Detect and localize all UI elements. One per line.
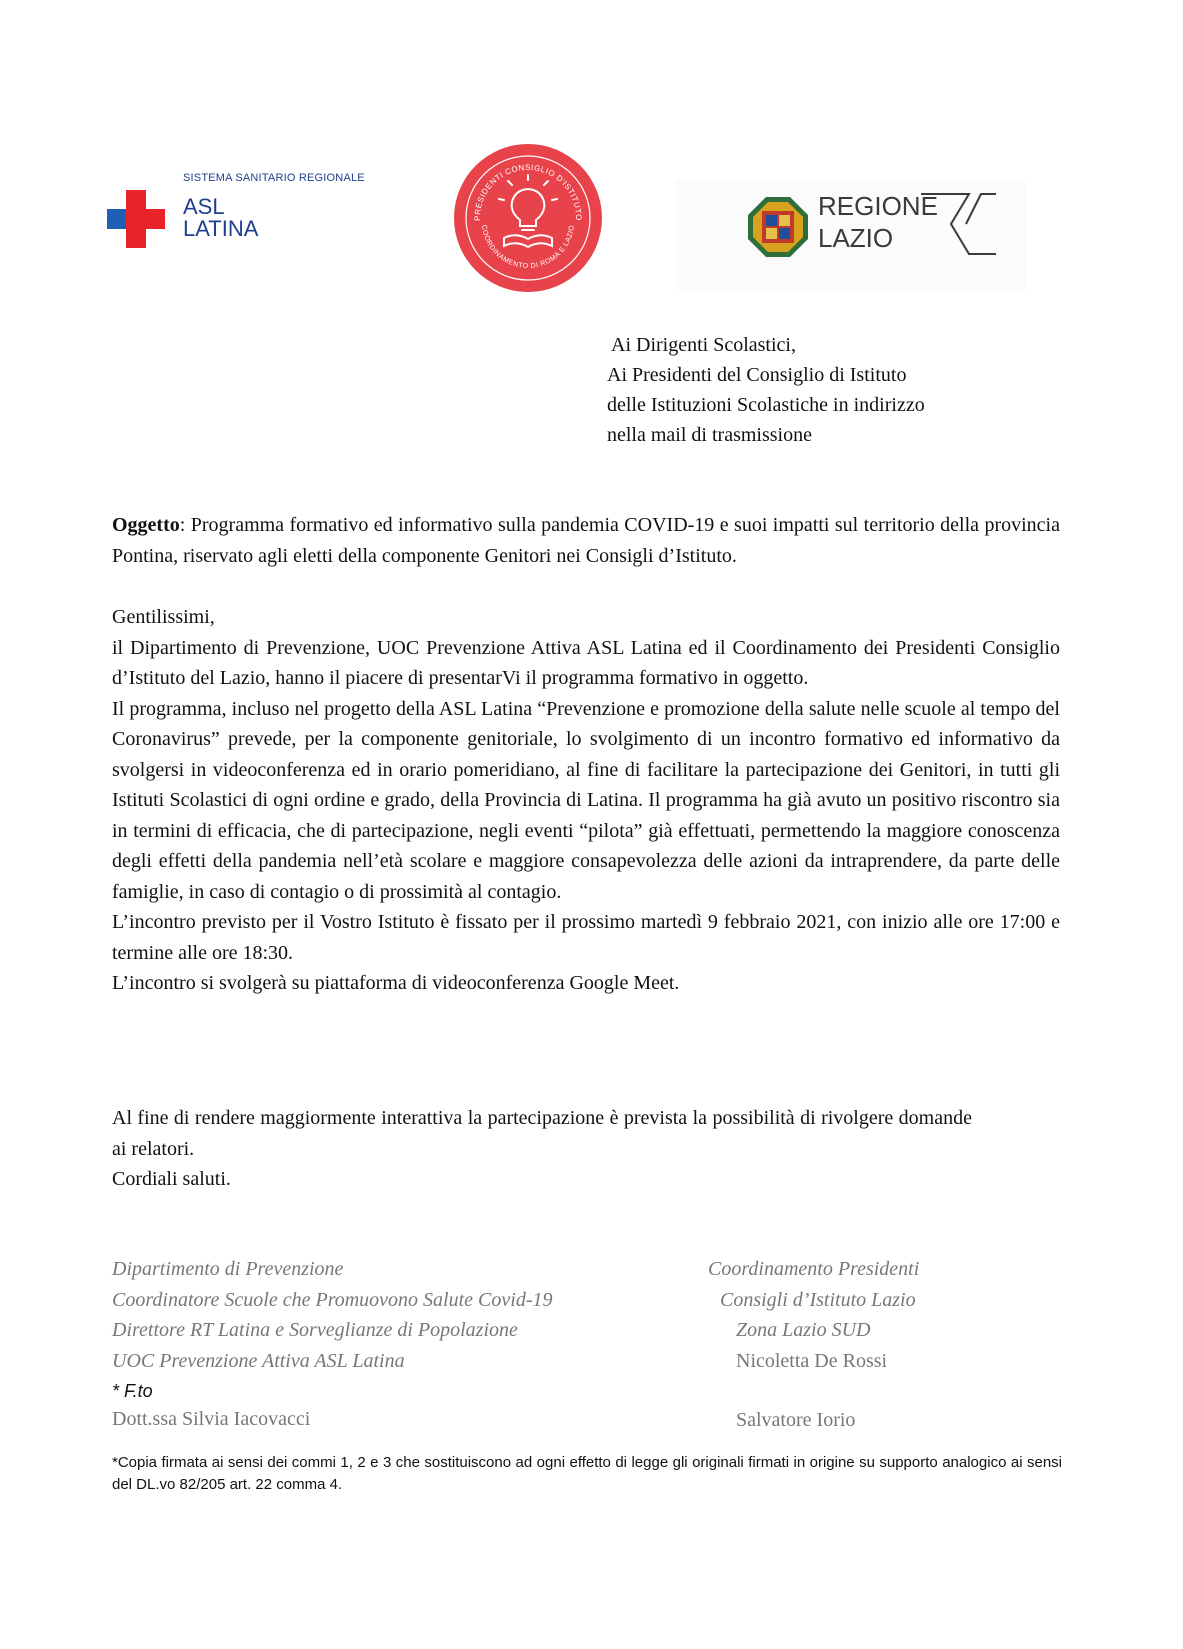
subject-paragraph <box>112 510 1060 571</box>
signature-right-name: Salvatore Iorio <box>736 1409 856 1431</box>
regione-lazio-logo <box>676 180 1026 290</box>
addressee-line: nella mail di trasmissione <box>607 424 812 446</box>
signature-left-line: Coordinatore Scuole che Promuovono Salute Covid-19 <box>112 1288 553 1311</box>
signature-left-name: Dott.ssa Silvia Iacovacci <box>112 1408 311 1430</box>
closing-block <box>112 1103 972 1195</box>
subject-text: : Programma formativo ed informativo sulla pandemia COVID-19 e suoi impatti sul territorio della provincia Pontina, riservato agli eletti della componente Genitori nei Consigli d’Istituto. <box>112 514 1060 567</box>
signature-fto: * F.to <box>112 1381 153 1401</box>
signature-right-line: Zona Lazio SUD <box>736 1319 871 1341</box>
seal-top-text: PRESIDENTI CONSIGLIO D'ISTITUTO <box>472 162 584 221</box>
lazio-line2: LAZIO <box>818 223 894 253</box>
signature-right <box>708 1254 919 1436</box>
footnote: *Copia firmata ai sensi dei commi 1, 2 e 3 che sostituiscono ad ogni effetto di legge gli originali firmati in origine su supporto analogico ai sensi del DL.vo 82/205 art. 22 comma 4. <box>112 1454 1062 1493</box>
salutation: Cordiali saluti. <box>112 1168 231 1190</box>
signature-left-line: UOC Prevenzione Attiva ASL Latina <box>112 1349 405 1372</box>
signature-left-line: Direttore RT Latina e Sorveglianze di Popolazione <box>112 1319 518 1341</box>
asl-name-line2: LATINA <box>183 216 259 241</box>
closing-paragraph: Al fine di rendere maggiormente interattiva la partecipazione è prevista la possibilità di rivolgere domande ai relatori. <box>112 1107 972 1160</box>
signature-left-line: Dipartimento di Prevenzione <box>112 1258 344 1280</box>
body-paragraph: Il programma, incluso nel progetto della ASL Latina “Prevenzione e promozione della salute nelle scuole al tempo del Coronavirus” prevede, per la componente genitoriale, lo svolgimento di un incontro formativo ed informativo da svolgersi in videoconferenza ed in orario pomeridiano, al fine di facilitare la partecipazione dei Genitori, in tutti gli Istituti Scolastici di ogni ordine e grado, della Provincia di Latina. Il programma ha già avuto un positivo riscontro sia in termini di efficacia, che di partecipazione, negli eventi “pilota” già effettuati, permettendo la maggiore conoscenza degli effetti della pandemia nell’età scolare e maggiore consapevolezza delle azioni da intraprendere, da parte delle famiglie, in caso di contagio o di prossimità al contagio. <box>112 697 1060 903</box>
asl-name <box>183 196 258 240</box>
addressee-line: Ai Dirigenti Scolastici, <box>611 334 796 356</box>
lazio-line1: REGIONE <box>818 191 938 221</box>
letter-body <box>112 602 1060 999</box>
lazio-decorative-lines <box>921 190 996 258</box>
red-cross-icon <box>107 190 165 248</box>
asl-name-line1: ASL <box>183 194 225 219</box>
asl-subtitle: SISTEMA SANITARIO REGIONALE <box>183 172 365 184</box>
regione-lazio-wordmark <box>818 190 938 254</box>
presidenti-consiglio-seal-logo <box>452 142 604 294</box>
signature-right-line: Nicoletta De Rossi <box>736 1349 888 1372</box>
addressee-line: Ai Presidenti del Consiglio di Istituto <box>607 364 907 386</box>
greeting: Gentilissimi, <box>112 606 215 628</box>
addressee-line: delle Istituzioni Scolastiche in indirizzo <box>607 394 925 416</box>
seal-bottom-text: COORDINAMENTO DI ROMA E LAZIO <box>480 224 576 271</box>
body-paragraph: il Dipartimento di Prevenzione, UOC Prevenzione Attiva ASL Latina ed il Coordinamento dei Presidenti Consiglio d’Istituto del Lazio, hanno il piacere di presentarVi il programma formativo in oggetto. <box>112 636 1060 689</box>
addressees-block <box>607 330 925 450</box>
regione-lazio-emblem-icon <box>746 195 810 259</box>
signature-right-line: Coordinamento Presidenti <box>708 1258 920 1280</box>
signature-left <box>112 1254 552 1435</box>
signature-right-line: Consigli d’Istituto Lazio <box>720 1288 916 1311</box>
subject-label: Oggetto <box>112 514 180 536</box>
body-paragraph: L’incontro si svolgerà su piattaforma di videoconferenza Google Meet. <box>112 972 680 994</box>
body-paragraph: L’incontro previsto per il Vostro Istituto è fissato per il prossimo martedì 9 febbraio 2021, con inizio alle ore 17:00 e termine alle ore 18:30. <box>112 911 1060 964</box>
asl-latina-logo <box>107 172 407 262</box>
